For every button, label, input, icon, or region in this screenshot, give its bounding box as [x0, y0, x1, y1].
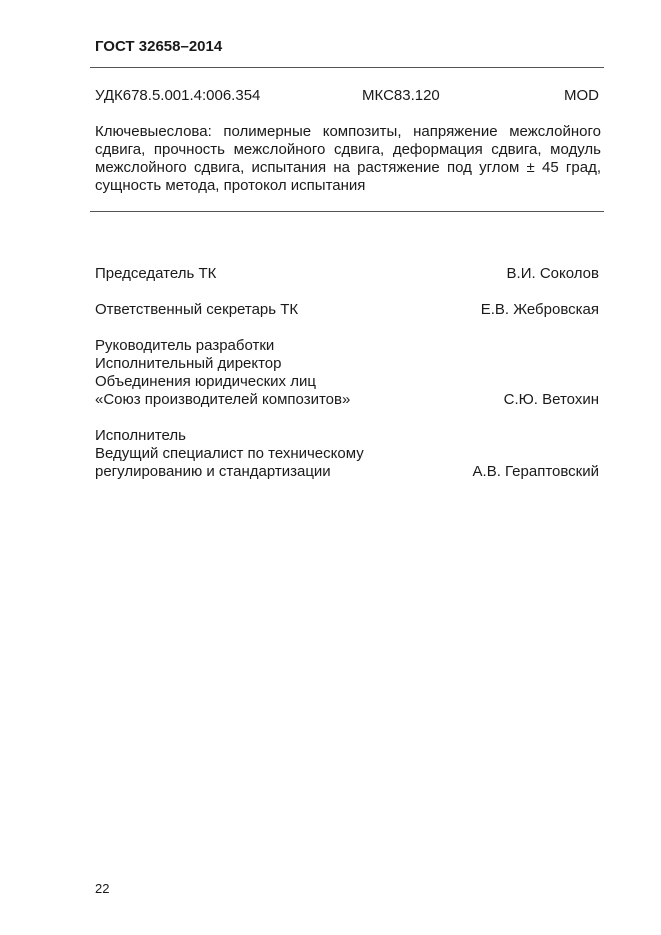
- signatory-name: А.В. Гераптовский: [472, 463, 599, 480]
- signatory-role-line: Объединения юридических лиц: [95, 373, 316, 390]
- signatory-executor: [95, 427, 599, 481]
- mod-code: MOD: [564, 87, 599, 104]
- signatory-name: С.Ю. Ветохин: [503, 391, 599, 408]
- page-number: 22: [95, 881, 110, 896]
- signatory-secretary: [95, 301, 599, 319]
- signatory-role-line: Исполнительный директор: [95, 355, 282, 372]
- signatory-name: Е.В. Жебровская: [480, 301, 599, 318]
- signatory-development-lead: [95, 337, 599, 409]
- signatory-role: регулированию и стандартизации: [95, 463, 331, 480]
- signatory-role-line: Ведущий специалист по техническому: [95, 445, 364, 462]
- signatory-role: Председатель ТК: [95, 265, 217, 282]
- bottom-divider: [90, 211, 604, 212]
- mks-code: МКС83.120: [362, 87, 440, 104]
- keywords-line: сдвига, прочность межслойного сдвига, деформация сдвига, модуль: [95, 141, 601, 158]
- keywords-line: сущность метода, протокол испытания: [95, 177, 366, 194]
- standard-title: ГОСТ 32658–2014: [95, 38, 223, 55]
- keywords-paragraph: [95, 123, 601, 195]
- signatory-name: В.И. Соколов: [506, 265, 599, 282]
- top-divider: [90, 67, 604, 68]
- signatory-role-line: Исполнитель: [95, 427, 186, 444]
- udk-code: УДК678.5.001.4:006.354: [95, 87, 261, 104]
- keywords-line: Ключевыеслова: полимерные композиты, напряжение межслойного: [95, 123, 601, 140]
- keywords-line: межслойного сдвига, испытания на растяжение под углом ± 45 град,: [95, 159, 601, 176]
- signatory-role: Ответственный секретарь ТК: [95, 301, 299, 318]
- signatory-role: «Союз производителей композитов»: [95, 391, 351, 408]
- signatory-chairman: [95, 265, 599, 283]
- signatory-role-line: Руководитель разработки: [95, 337, 275, 354]
